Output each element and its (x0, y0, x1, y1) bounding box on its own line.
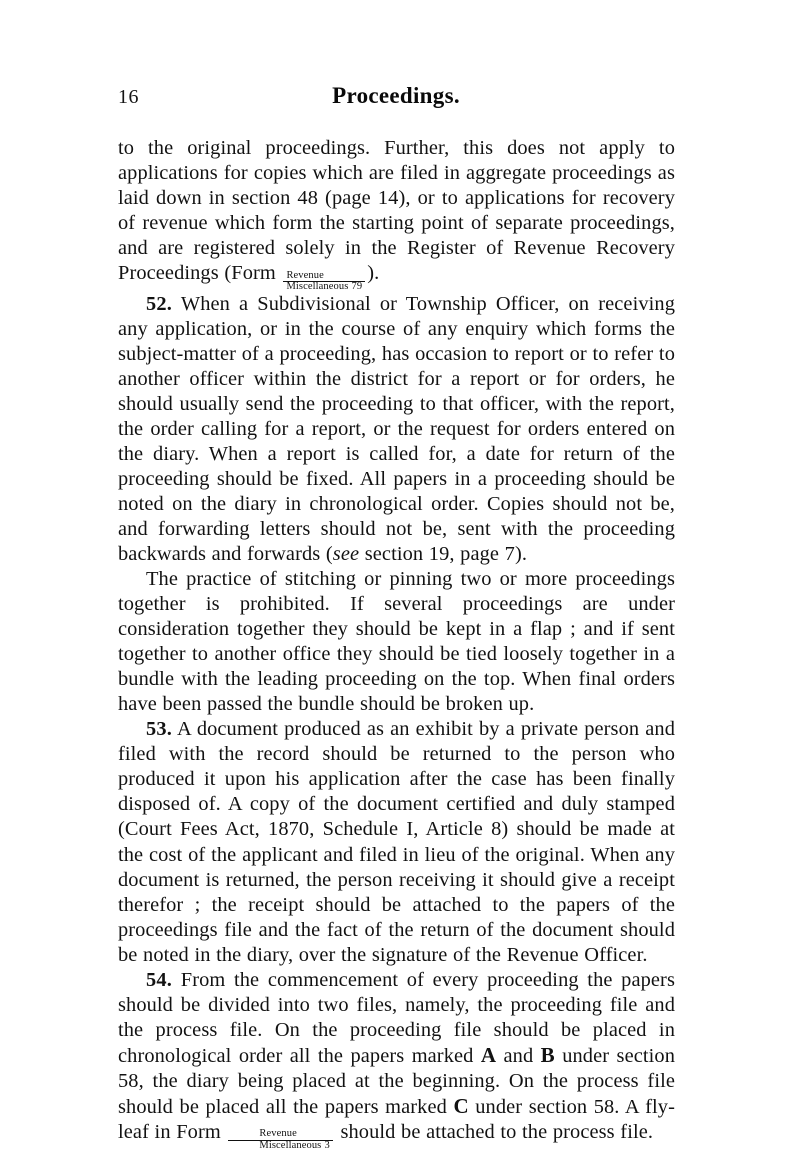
paragraph-section-54 (118, 968, 675, 1151)
section-number-54: 54 (146, 968, 167, 991)
fraction-numerator: Revenue (283, 271, 365, 283)
paragraph-continuation (118, 136, 675, 292)
fraction-numerator: Revenue (228, 1129, 332, 1141)
file-mark-a: A (480, 1042, 497, 1067)
section-52-text-tail: section 19, page 7). (359, 542, 528, 565)
section-54-text-part2: and (496, 1044, 541, 1067)
section-number-52-suffix: . (166, 292, 173, 315)
page-number: 16 (118, 86, 139, 108)
section-54-text-part4: under section 58. A fly-leaf in Form (118, 1096, 675, 1144)
page-header (118, 83, 674, 116)
stitching-text: The practice of stitching or pinning two or more proceedings together is prohibited. If several proceedings are under consideration together they should be kept in a flap ; and if sent together to another office they should be tied loosely together in a bundle with the leading proceeding on the top. When final orders have been passed the bundle should be broken up. (118, 568, 675, 716)
form-fraction-3 (228, 1129, 332, 1151)
section-54-text-part3: under section 58, the diary being placed at the beginning. On the process file should be placed all the papers marked (118, 1044, 675, 1118)
fraction-denominator: Miscellaneous 79 (286, 281, 363, 293)
section-53-text: A document produced as an exhibit by a private person and filed with the record should be returned to the person who produced it upon his application after the case has been finally disposed of. A copy of the document certified and duly stamped (Court Fees Act, 1870, Schedule I, Article 8) should be made at the cost of the applicant and filed in lieu of the original. When any document is returned, the person receiving it should give a receipt therefor ; the receipt should be attached to the papers of the proceedings file and the fact of the return of the document should be noted in the diary, over the signature of the Revenue Officer. (118, 718, 675, 966)
paragraph-section-52 (118, 292, 675, 568)
continuation-text-tail: ). (367, 262, 380, 285)
section-52-text: When a Subdivisional or Township Officer, on receiving any application, or in the course of any enquiry which forms the subject-matter of a proceeding, has occasion to report or to refer to another officer within the district for a report or for orders, he should usually send the proceeding to that officer, with the report, the order calling for a report, or the request for orders entered on the diary. When a report is called for, a date for return of the proceeding should be fixed. All papers in a proceeding should be noted on the diary in chronological order. Copies should not be, and forwarding letters should not be, sent with the proceeding backwards and forwards ( (118, 292, 675, 565)
section-54-text-part1: From the commencement of every proceeding the papers should be divided into two files, namely, the proceeding file and the process file. On the proceeding file should be placed in chronological order all the papers marked (118, 968, 675, 1067)
running-title: Proceedings. (332, 83, 460, 108)
see-reference: see (332, 542, 360, 565)
section-number-53: 53 (146, 718, 167, 741)
continuation-text: to the original proceedings. Further, this does not apply to applications for copies which are filed in aggregate proceedings as laid down in section 48 (page 14), or to applications for recovery of revenue which form the starting point of separate proceedings, and are registered solely in the Register of Revenue Recovery Proceedings (Form (118, 137, 675, 285)
fraction-denominator: Miscellaneous 3 (259, 1140, 330, 1152)
page-body (118, 136, 675, 1150)
form-fraction-79 (283, 271, 365, 293)
file-mark-b: B (540, 1042, 555, 1067)
section-number-52: 52 (146, 292, 167, 315)
file-mark-c: C (453, 1094, 469, 1118)
section-number-54-suffix: . (166, 968, 173, 991)
section-number-53-suffix: . (166, 718, 173, 741)
section-54-text-part5: should be attached to the process file. (334, 1121, 654, 1144)
paragraph-stitching (118, 567, 675, 717)
paragraph-section-53 (118, 717, 675, 967)
